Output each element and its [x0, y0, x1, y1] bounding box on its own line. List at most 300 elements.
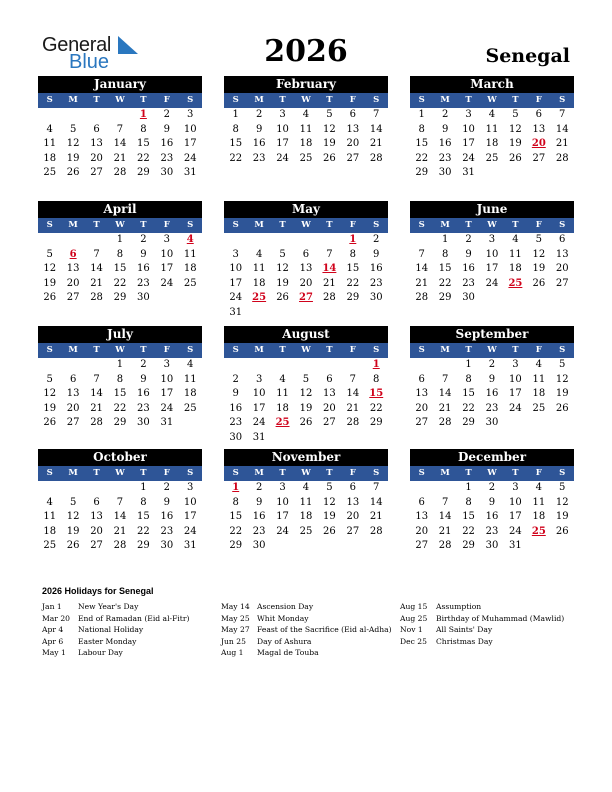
day-cell: 17 [160, 388, 174, 399]
holiday-name: Ascension Day [257, 602, 314, 611]
day-cell: 23 [160, 525, 174, 537]
day-cell: 15 [137, 138, 150, 149]
day-cell: 16 [160, 511, 174, 522]
holiday-date: Mar 20 [42, 613, 71, 623]
weekday-label: S [187, 345, 194, 355]
day-cell: 5 [326, 109, 333, 120]
week-row [38, 152, 202, 167]
weekday-label: T [512, 345, 519, 355]
day-cell: 28 [415, 292, 429, 303]
day-cell: 16 [438, 138, 452, 149]
weekday-label: T [465, 345, 472, 355]
day-cell: 26 [276, 292, 289, 303]
week-row [38, 373, 202, 388]
day-cell: 19 [555, 388, 569, 399]
weekday-label: T [465, 468, 472, 478]
day-cell: 20 [415, 402, 429, 414]
empty-cell [61, 108, 84, 123]
day-cell: 30 [137, 292, 150, 303]
day-cell: 27 [415, 540, 429, 551]
day-cell: 6 [418, 373, 425, 385]
day-cell: 20 [346, 511, 360, 522]
day-cell: 21 [90, 277, 103, 289]
day-cell: 5 [302, 373, 310, 385]
day-cell: 26 [509, 152, 522, 164]
holidays-column [400, 601, 564, 647]
day-cell: 21 [113, 525, 127, 537]
weekday-label: T [512, 95, 519, 105]
weekday-label: S [559, 220, 566, 230]
day-cell: 7 [373, 109, 380, 120]
day-cell: 1 [232, 109, 239, 120]
day-cell: 4 [535, 482, 542, 493]
week-row [38, 137, 202, 152]
day-cell: 15 [113, 263, 127, 274]
week-row [410, 510, 574, 525]
month-title: October [38, 449, 202, 466]
day-cell: 29 [229, 540, 243, 551]
day-cell: 16 [485, 388, 499, 399]
day-cell: 22 [229, 525, 243, 537]
week-row [224, 525, 388, 540]
weekday-label: T [512, 220, 519, 230]
empty-cell [318, 539, 341, 554]
empty-cell [61, 233, 84, 248]
weekday-label: S [232, 345, 239, 355]
day-cell: 16 [160, 138, 174, 149]
empty-cell [294, 431, 317, 446]
day-cell: 4 [255, 248, 263, 260]
day-cell: 21 [555, 138, 569, 149]
day-cell: 13 [66, 388, 80, 399]
day-cell: 7 [441, 496, 449, 508]
month-may [224, 201, 388, 320]
day-cell: 3 [279, 482, 286, 493]
day-cell: 18 [183, 388, 197, 399]
day-cell: 15 [229, 511, 243, 522]
day-cell: 30 [485, 417, 499, 428]
week-row [410, 262, 574, 277]
day-cell: 25 [485, 152, 499, 164]
empty-cell [551, 416, 574, 431]
empty-cell [38, 233, 61, 248]
weekday-label: S [418, 95, 425, 105]
month-july [38, 326, 202, 431]
weekday-label: T [279, 345, 286, 355]
holidays-title: 2026 Holidays for Senegal [42, 586, 154, 596]
day-cell: 11 [252, 263, 266, 274]
day-cell: 17 [160, 263, 174, 274]
holiday-name: End of Ramadan (Eid al-Fitr) [78, 613, 190, 623]
day-cell: 26 [532, 277, 546, 289]
day-cell: 12 [276, 263, 289, 274]
week-row [410, 539, 574, 554]
day-cell: 1 [441, 234, 449, 245]
weekday-label: F [163, 345, 170, 355]
week-row [38, 108, 202, 123]
day-cell: 5 [559, 359, 566, 370]
day-cell: 24 [252, 417, 266, 428]
weekday-label: M [254, 345, 264, 355]
day-cell: 13 [323, 388, 336, 399]
day-cell: 14 [415, 263, 429, 274]
empty-cell [271, 539, 294, 554]
day-cell: 22 [462, 525, 475, 537]
week-row [410, 248, 574, 263]
day-cell: 23 [438, 152, 452, 164]
day-cell: 25 [532, 402, 546, 414]
empty-cell [85, 358, 108, 373]
day-cell: 29 [113, 417, 127, 428]
page-title: 2026 [264, 34, 348, 69]
week-row [410, 137, 574, 152]
day-cell: 28 [90, 417, 103, 428]
day-cell: 9 [140, 373, 147, 385]
weekday-header [224, 466, 388, 481]
day-cell: 8 [116, 248, 124, 260]
day-cell: 4 [302, 482, 310, 493]
weekday-header [38, 93, 202, 108]
month-february [224, 76, 388, 166]
day-cell: 2 [163, 109, 170, 120]
holiday-day-cell: 15 [369, 388, 384, 399]
day-cell: 3 [512, 482, 519, 493]
week-row [224, 431, 388, 446]
weekday-label: T [140, 345, 147, 355]
weekday-label: F [349, 220, 356, 230]
day-cell: 16 [229, 402, 243, 414]
day-cell: 25 [43, 167, 57, 178]
day-cell: 10 [485, 248, 499, 260]
day-cell: 7 [93, 248, 100, 260]
day-cell: 13 [415, 511, 429, 522]
day-cell: 9 [488, 496, 496, 508]
day-cell: 21 [438, 402, 452, 414]
day-cell: 18 [252, 277, 266, 289]
day-cell: 15 [229, 138, 243, 149]
day-cell: 14 [346, 388, 360, 399]
day-cell: 22 [113, 277, 127, 289]
empty-cell [341, 539, 364, 554]
day-cell: 30 [160, 167, 174, 178]
weekday-header [410, 466, 574, 481]
empty-cell [365, 539, 388, 554]
empty-cell [61, 481, 84, 496]
weekday-label: T [93, 345, 100, 355]
day-cell: 26 [66, 540, 80, 551]
day-cell: 5 [69, 123, 77, 135]
holiday-name: Day of Ashura [257, 636, 312, 646]
day-cell: 28 [438, 540, 452, 551]
day-cell: 17 [183, 511, 197, 522]
day-cell: 29 [462, 540, 475, 551]
day-cell: 20 [66, 277, 80, 289]
day-cell: 15 [415, 138, 429, 149]
day-cell: 19 [66, 525, 80, 537]
day-cell: 17 [183, 138, 197, 149]
day-cell: 14 [438, 388, 452, 399]
weekday-label: W [487, 345, 497, 355]
week-row [410, 277, 574, 292]
empty-cell [318, 358, 341, 373]
weekday-label: W [301, 345, 311, 355]
holiday-day-cell: 20 [531, 138, 546, 149]
empty-cell [61, 358, 84, 373]
holiday-date: May 1 [42, 648, 66, 657]
empty-cell [341, 306, 364, 321]
weekday-label: S [187, 468, 194, 478]
day-cell: 11 [299, 496, 313, 508]
holiday-day-cell: 14 [322, 263, 337, 274]
weekday-label: T [93, 468, 100, 478]
day-cell: 24 [183, 152, 197, 164]
day-cell: 19 [555, 511, 569, 522]
day-cell: 7 [418, 248, 425, 260]
day-cell: 20 [346, 138, 360, 149]
day-cell: 26 [555, 402, 569, 414]
holiday-item [221, 647, 392, 659]
day-cell: 10 [229, 263, 243, 274]
day-cell: 31 [509, 540, 522, 551]
day-cell: 12 [66, 511, 80, 522]
week-row [410, 166, 574, 181]
weekday-label: S [373, 468, 380, 478]
weekday-label: W [301, 468, 311, 478]
day-cell: 31 [252, 431, 266, 443]
holiday-name: Feast of the Sacrifice (Eid al-Adha) [257, 625, 392, 634]
day-cell: 3 [512, 359, 519, 370]
holiday-item [42, 624, 189, 636]
empty-cell [433, 358, 456, 373]
holidays-column [42, 601, 189, 659]
day-cell: 19 [66, 152, 80, 164]
empty-cell [271, 358, 294, 373]
day-cell: 20 [90, 525, 103, 537]
week-row [38, 277, 202, 292]
empty-cell [108, 481, 131, 496]
month-august [224, 326, 388, 445]
weekday-label: S [46, 468, 53, 478]
week-row [224, 277, 388, 292]
holiday-name: New Year's Day [78, 602, 139, 611]
day-cell: 13 [415, 388, 429, 399]
day-cell: 21 [90, 402, 103, 414]
day-cell: 28 [323, 292, 336, 303]
day-cell: 10 [160, 248, 174, 260]
day-cell: 10 [160, 373, 174, 385]
logo-text-blue: Blue [69, 51, 110, 73]
day-cell: 26 [299, 417, 313, 428]
weekday-label: M [254, 220, 264, 230]
holiday-name: Magal de Touba [257, 648, 319, 657]
weekday-header [224, 343, 388, 358]
month-march [410, 76, 574, 181]
day-cell: 9 [465, 248, 472, 260]
day-cell: 19 [43, 402, 57, 414]
day-cell: 28 [113, 167, 127, 178]
week-row [38, 510, 202, 525]
empty-cell [341, 431, 364, 446]
week-row [224, 387, 388, 402]
weekday-label: S [187, 220, 194, 230]
weekday-label: S [187, 95, 194, 105]
day-cell: 6 [418, 496, 425, 508]
weekday-label: W [301, 220, 311, 230]
day-cell: 17 [509, 388, 522, 399]
day-cell: 23 [252, 152, 266, 164]
day-cell: 22 [462, 402, 475, 414]
day-cell: 15 [462, 511, 475, 522]
holiday-item [221, 601, 392, 613]
weekday-label: S [46, 345, 53, 355]
week-row [38, 262, 202, 277]
day-cell: 14 [555, 123, 569, 135]
day-cell: 12 [532, 248, 546, 260]
holiday-date: Dec 25 [400, 636, 427, 646]
holiday-date: Apr 4 [42, 625, 64, 634]
day-cell: 6 [349, 109, 356, 120]
week-row [38, 496, 202, 511]
day-cell: 19 [299, 402, 313, 414]
day-cell: 20 [415, 525, 429, 537]
day-cell: 23 [485, 402, 499, 414]
day-cell: 2 [163, 482, 170, 493]
week-row [410, 233, 574, 248]
day-cell: 1 [116, 359, 124, 370]
week-row [224, 496, 388, 511]
month-title: August [224, 326, 388, 343]
day-cell: 15 [438, 263, 452, 274]
day-cell: 27 [415, 417, 429, 428]
day-cell: 24 [276, 525, 289, 537]
week-row [224, 416, 388, 431]
day-cell: 28 [90, 292, 103, 303]
day-cell: 23 [160, 152, 174, 164]
day-cell: 28 [369, 152, 383, 164]
day-cell: 12 [43, 388, 57, 399]
weekday-header [38, 466, 202, 481]
day-cell: 14 [90, 388, 103, 399]
week-row [224, 137, 388, 152]
day-cell: 27 [323, 417, 336, 428]
day-cell: 12 [299, 388, 313, 399]
day-cell: 13 [555, 248, 569, 260]
day-cell: 30 [229, 431, 243, 443]
weekday-label: T [93, 95, 100, 105]
day-cell: 9 [255, 123, 263, 135]
empty-cell [294, 539, 317, 554]
day-cell: 5 [279, 248, 286, 260]
empty-cell [294, 233, 317, 248]
day-cell: 10 [509, 496, 522, 508]
day-cell: 28 [555, 152, 569, 164]
holiday-day-cell: 25 [252, 292, 267, 303]
day-cell: 5 [46, 248, 53, 260]
day-cell: 30 [137, 417, 150, 428]
weekday-label: S [46, 220, 53, 230]
weekday-label: T [140, 220, 147, 230]
day-cell: 7 [441, 373, 449, 385]
weekday-label: M [68, 345, 78, 355]
empty-cell [179, 291, 202, 306]
day-cell: 21 [323, 277, 336, 289]
week-row [38, 525, 202, 540]
day-cell: 12 [66, 138, 80, 149]
empty-cell [224, 233, 247, 248]
weekday-header [224, 93, 388, 108]
day-cell: 12 [323, 123, 336, 135]
weekday-label: T [512, 468, 519, 478]
day-cell: 21 [369, 511, 383, 522]
day-cell: 18 [485, 138, 499, 149]
day-cell: 18 [299, 138, 313, 149]
day-cell: 4 [187, 359, 194, 370]
day-cell: 8 [140, 123, 147, 135]
empty-cell [85, 481, 108, 496]
day-cell: 4 [488, 109, 496, 120]
day-cell: 26 [323, 525, 336, 537]
day-cell: 9 [488, 373, 496, 385]
week-row [410, 123, 574, 138]
day-cell: 5 [559, 482, 566, 493]
day-cell: 6 [93, 123, 100, 135]
empty-cell [294, 306, 317, 321]
weekday-label: T [93, 220, 100, 230]
empty-cell [410, 233, 433, 248]
day-cell: 26 [555, 525, 569, 537]
weekday-label: W [115, 95, 125, 105]
day-cell: 23 [485, 525, 499, 537]
day-cell: 2 [255, 482, 263, 493]
empty-cell [410, 481, 433, 496]
weekday-label: F [535, 468, 542, 478]
day-cell: 22 [415, 152, 429, 164]
day-cell: 25 [299, 152, 313, 164]
day-cell: 18 [43, 525, 57, 537]
day-cell: 1 [116, 234, 124, 245]
day-cell: 12 [555, 496, 569, 508]
holiday-day-cell: 1 [139, 109, 147, 120]
day-cell: 20 [299, 277, 313, 289]
weekday-label: S [373, 95, 380, 105]
day-cell: 2 [488, 359, 496, 370]
day-cell: 12 [323, 496, 336, 508]
day-cell: 23 [462, 277, 475, 289]
day-cell: 11 [532, 373, 546, 385]
holiday-day-cell: 4 [186, 234, 194, 245]
weekday-label: S [232, 468, 239, 478]
day-cell: 18 [276, 402, 289, 414]
day-cell: 2 [465, 234, 472, 245]
month-october [38, 449, 202, 554]
day-cell: 18 [183, 263, 197, 274]
weekday-header [410, 343, 574, 358]
week-row [410, 387, 574, 402]
day-cell: 5 [512, 109, 519, 120]
day-cell: 8 [418, 123, 425, 135]
weekday-label: W [115, 468, 125, 478]
day-cell: 26 [43, 292, 57, 303]
day-cell: 5 [535, 234, 542, 245]
day-cell: 19 [532, 263, 546, 274]
day-cell: 15 [346, 263, 360, 274]
holiday-date: May 14 [221, 602, 250, 611]
week-row [38, 291, 202, 306]
day-cell: 29 [137, 167, 150, 178]
holiday-date: May 27 [221, 625, 250, 634]
weekday-label: F [535, 345, 542, 355]
day-cell: 24 [485, 277, 499, 289]
